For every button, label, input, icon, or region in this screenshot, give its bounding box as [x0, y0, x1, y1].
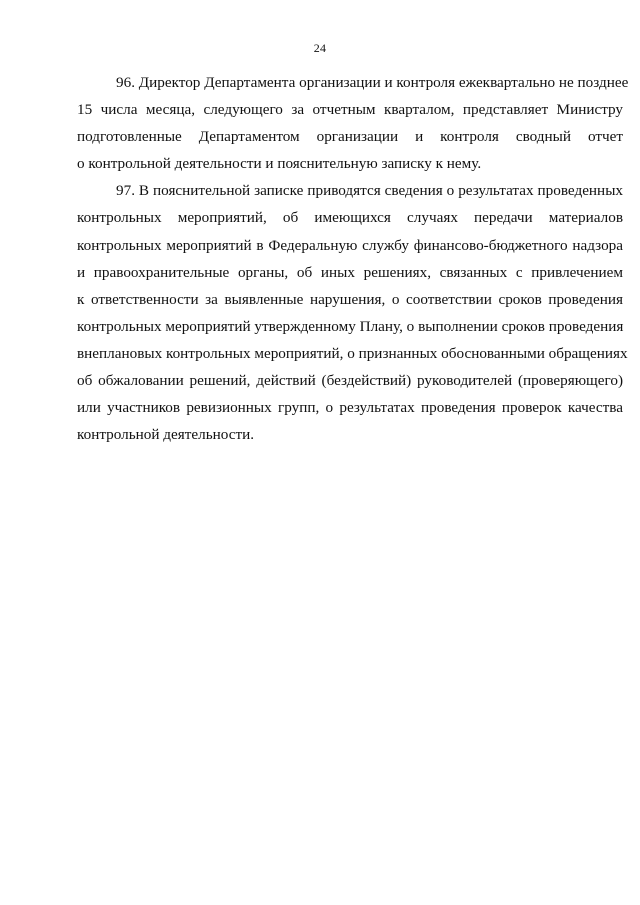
paragraph-line: контрольных мероприятий в Федеральную службу финансово-бюджетного надзора — [77, 236, 623, 254]
paragraph-line: 97. В пояснительной записке приводятся сведения о результатах проведенных — [116, 182, 623, 200]
paragraph-line: контрольных мероприятий утвержденному Плану, о выполнении сроков проведения — [77, 317, 624, 335]
paragraph-96 — [77, 69, 629, 177]
document-body — [77, 69, 629, 448]
paragraph-line: контрольной деятельности. — [77, 426, 255, 444]
paragraph-line: внеплановых контрольных мероприятий, о признанных обоснованными обращениях — [77, 344, 628, 362]
paragraph-line: контрольных мероприятий, об имеющихся случаях передачи материалов — [77, 209, 623, 227]
paragraph-line: к ответственности за выявленные нарушения, о соответствии сроков проведения — [77, 290, 623, 308]
page-number: 24 — [313, 41, 327, 55]
paragraph-line: или участников ревизионных групп, о результатах проведения проверок качества — [77, 399, 623, 417]
paragraph-line: 15 числа месяца, следующего за отчетным кварталом, представляет Министру — [77, 101, 623, 119]
paragraph-line: подготовленные Департаментом организации и контроля сводный отчет — [77, 128, 623, 146]
paragraph-line: о контрольной деятельности и пояснительную записку к нему. — [77, 155, 482, 173]
paragraph-line: и правоохранительные органы, об иных решениях, связанных с привлечением — [77, 263, 623, 281]
paragraph-line: об обжаловании решений, действий (бездействий) руководителей (проверяющего) — [77, 372, 623, 390]
paragraph-97 — [77, 177, 628, 448]
paragraph-line: 96. Директор Департамента организации и контроля ежеквартально не позднее — [116, 74, 629, 91]
